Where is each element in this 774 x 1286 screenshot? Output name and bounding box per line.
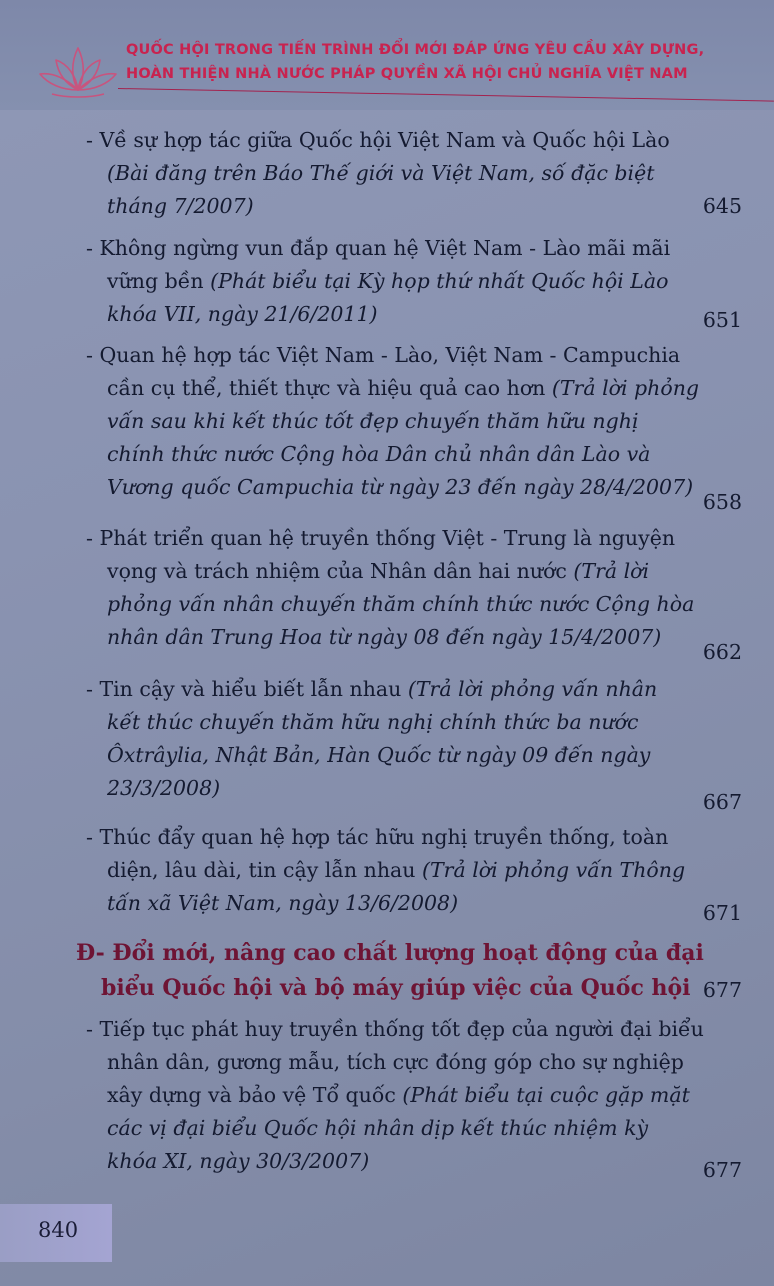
toc-entry-source: khóa VII, ngày 21/6/2011) (107, 302, 378, 326)
toc-entry-line (86, 1145, 746, 1178)
section-page-number: 677 (702, 978, 742, 1002)
toc-entry-line (86, 887, 746, 920)
toc-entry-line (86, 673, 746, 706)
header-title-line: HOÀN THIỆN NHÀ NƯỚC PHÁP QUYỀN XÃ HỘI CHỦ NGHĨA VIỆT NAM (126, 66, 688, 82)
toc-entry (86, 821, 746, 920)
section-heading-line: biểu Quốc hội và bộ máy giúp việc của Quốc hội (101, 975, 691, 1001)
toc-entry-text: xây dựng và bảo vệ Tổ quốc (107, 1083, 403, 1107)
toc-entry-line (86, 621, 746, 654)
toc-page-number: 671 (702, 901, 742, 925)
toc-entry-line (86, 854, 746, 887)
toc-entry-source: (Trả lời phỏng vấn nhân (407, 677, 658, 701)
toc-entry (86, 124, 746, 223)
toc-entry-text: - Phát triển quan hệ truyền thống Việt - Trung là nguyện (86, 526, 676, 550)
toc-entry-line (86, 190, 746, 223)
toc-entry-text: - Không ngừng vun đắp quan hệ Việt Nam - Lào mãi mãi (86, 236, 671, 260)
toc-entry-line (86, 1112, 746, 1145)
header-title-line: QUỐC HỘI TRONG TIẾN TRÌNH ĐỔI MỚI ĐÁP ỨNG YÊU CẦU XÂY DỰNG, (126, 42, 705, 58)
toc-entry-source: tháng 7/2007) (107, 194, 254, 218)
toc-entry-text: vọng và trách nhiệm của Nhân dân hai nước (107, 559, 574, 583)
toc-entry-line (86, 232, 746, 265)
toc-entry-text: diện, lâu dài, tin cậy lẫn nhau (107, 858, 422, 882)
toc-entry-line (86, 739, 746, 772)
toc-entry-line (86, 1046, 746, 1079)
toc-entry-source: (Bài đăng trên Báo Thế giới và Việt Nam, số đặc biệt (107, 161, 655, 185)
toc-entry (86, 339, 746, 504)
toc-entry-source: 23/3/2008) (107, 776, 221, 800)
toc-entry-line (86, 1013, 746, 1046)
toc-page-number: 667 (702, 790, 742, 814)
toc-entry-text: - Thúc đẩy quan hệ hợp tác hữu nghị truyền thống, toàn (86, 825, 669, 849)
toc-entry-line (86, 405, 746, 438)
toc-entry-source: kết thúc chuyến thăm hữu nghị chính thức ba nước (107, 710, 639, 734)
toc-entry-source: vấn sau khi kết thúc tốt đẹp chuyến thăm hữu nghị (107, 409, 639, 433)
toc-entry-line (86, 522, 746, 555)
toc-entry-source: (Trả lời phỏng vấn Thông (421, 858, 686, 882)
toc-entry-line (86, 1079, 746, 1112)
toc-page-number: 677 (702, 1158, 742, 1182)
toc-page-number: 651 (702, 308, 742, 332)
toc-entry-source: Vương quốc Campuchia từ ngày 23 đến ngày 28/4/2007) (107, 475, 694, 499)
toc-entry-source: tấn xã Việt Nam, ngày 13/6/2008) (107, 891, 459, 915)
toc-entry-text: - Tiếp tục phát huy truyền thống tốt đẹp của người đại biểu (86, 1017, 704, 1041)
toc-entry-source: (Phát biểu tại Kỳ họp thứ nhất Quốc hội Lào (210, 269, 669, 293)
section-heading (76, 936, 716, 1006)
toc-entry-text: nhân dân, gương mẫu, tích cực đóng góp cho sự nghiệp (107, 1050, 684, 1074)
toc-entry-line (86, 706, 746, 739)
toc-entry-line (86, 555, 746, 588)
toc-entry-line (86, 821, 746, 854)
toc-entry (86, 522, 746, 654)
toc-page-number: 645 (702, 194, 742, 218)
toc-entry-line (86, 438, 746, 471)
toc-entry-line (86, 372, 746, 405)
toc-entry-source: (Trả lời phỏng (551, 376, 700, 400)
toc-entry-text: cần cụ thể, thiết thực và hiệu quả cao hơn (107, 376, 552, 400)
toc-page-number: 658 (702, 490, 742, 514)
lotus-icon (38, 40, 118, 100)
toc-entry (86, 673, 746, 805)
toc-entry-source: nhân dân Trung Hoa từ ngày 08 đến ngày 15/4/2007) (107, 625, 662, 649)
toc-entry-text: - Về sự hợp tác giữa Quốc hội Việt Nam và Quốc hội Lào (86, 128, 670, 152)
toc-entry-source: khóa XI, ngày 30/3/2007) (107, 1149, 370, 1173)
toc-entry-line (86, 772, 746, 805)
toc-entry-source: chính thức nước Cộng hòa Dân chủ nhân dân Lào và (107, 442, 651, 466)
toc-entry-source: (Phát biểu tại cuộc gặp mặt (402, 1083, 690, 1107)
toc-entry-line (86, 588, 746, 621)
toc-entry-line (86, 339, 746, 372)
toc-entry-source: các vị đại biểu Quốc hội nhân dịp kết thúc nhiệm kỳ (107, 1116, 649, 1140)
toc-entry (86, 1013, 746, 1178)
toc-entry-text: vững bền (107, 269, 211, 293)
folio-page-number: 840 (38, 1218, 79, 1242)
toc-entry-line (86, 298, 746, 331)
toc-entry-text: - Quan hệ hợp tác Việt Nam - Lào, Việt Nam - Campuchia (86, 343, 681, 367)
toc-entry-source: (Trả lời (573, 559, 650, 583)
section-heading-line: Đ- Đổi mới, nâng cao chất lượng hoạt động của đại (76, 940, 704, 966)
toc-entry-source: Ôxtrâylia, Nhật Bản, Hàn Quốc từ ngày 09 đến ngày (107, 743, 651, 767)
toc-entry-source: phỏng vấn nhân chuyến thăm chính thức nước Cộng hòa (107, 592, 695, 616)
running-header-title (126, 38, 746, 86)
toc-entry-line (86, 157, 746, 190)
toc-entry-line (86, 265, 746, 298)
toc-entry (86, 232, 746, 331)
toc-page-number: 662 (702, 640, 742, 664)
toc-entry-text: - Tin cậy và hiểu biết lẫn nhau (86, 677, 408, 701)
toc-entry-line (86, 124, 746, 157)
toc-entry-line (86, 471, 746, 504)
